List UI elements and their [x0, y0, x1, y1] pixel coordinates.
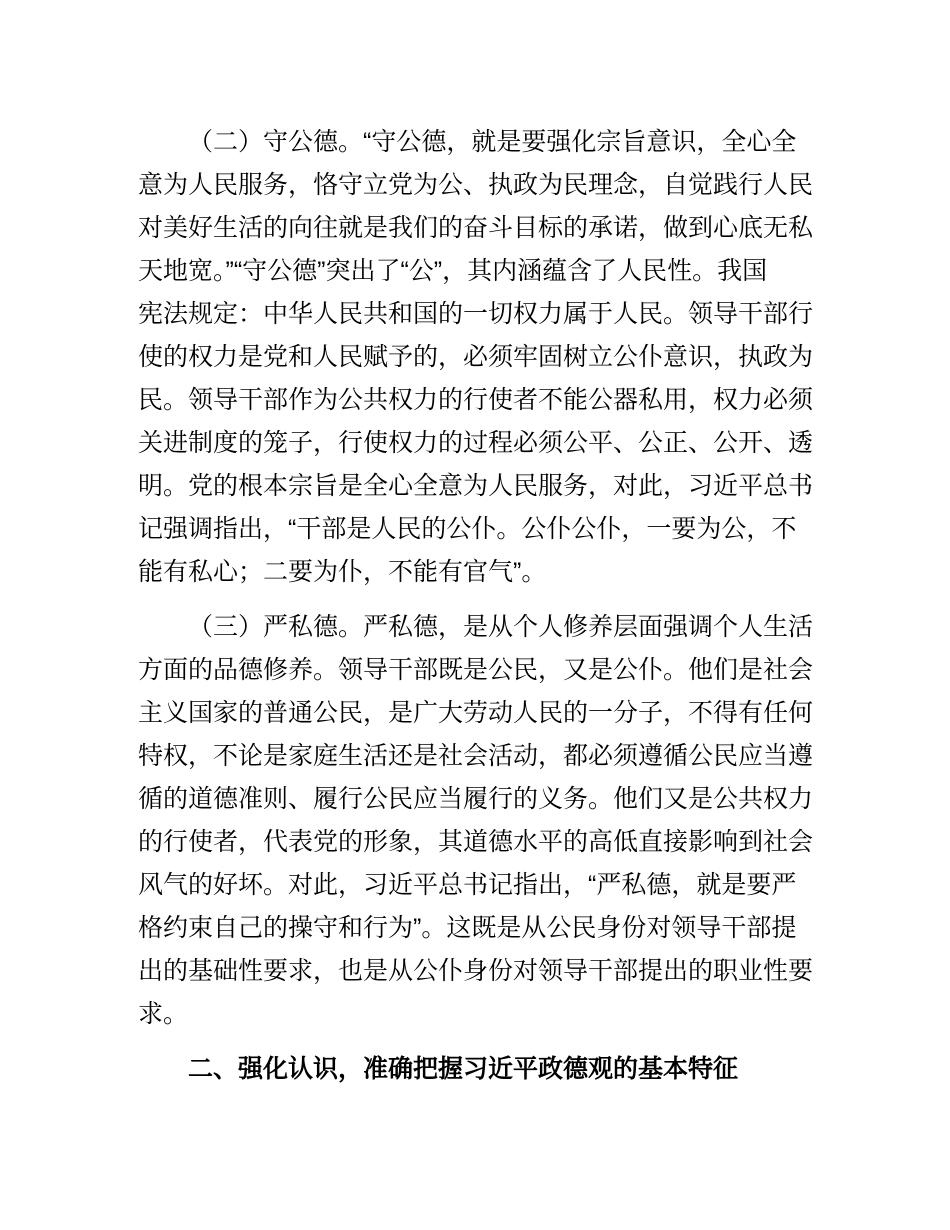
text-line: 风气的好坏。对此，习近平总书记指出，“严私德，就是要严	[138, 871, 797, 899]
text-line: 求。	[138, 1000, 189, 1028]
text-line: （三）严私德。严私德，是从个人修养层面强调个人生活	[188, 613, 814, 641]
text-line: 天地宽。”“守公德”突出了“公”，其内涵蕴含了人民性。我国	[138, 257, 768, 285]
text-line: 循的道德准则、履行公民应当履行的义务。他们又是公共权力	[138, 785, 814, 813]
text-line: 关进制度的笼子，行使权力的过程必须公平、公正、公开、透	[138, 429, 814, 457]
text-line: （二）守公德。“守公德，就是要强化宗旨意识，全心全	[188, 128, 797, 156]
text-line: 出的基础性要求，也是从公仆身份对领导干部提出的职业性要	[138, 957, 814, 985]
text-line: 记强调指出，“干部是人民的公仆。公仆公仆，一要为公，不	[138, 515, 797, 543]
text-line: 使的权力是党和人民赋予的，必须牢固树立公仆意识，执政为	[138, 343, 814, 371]
text-line: 对美好生活的向往就是我们的奋斗目标的承诺，做到心底无私	[138, 214, 814, 242]
paragraph-yan-side	[138, 606, 818, 1036]
text-line: 特权，不论是家庭生活还是社会活动，都必须遵循公民应当遵	[138, 742, 814, 770]
text-line: 宪法规定：中华人民共和国的一切权力属于人民。领导干部行	[138, 300, 814, 328]
section-heading: 二、强化认识，准确把握习近平政德观的基本特征	[188, 1055, 739, 1083]
text-line: 民。领导干部作为公共权力的行使者不能公器私用，权力必须	[138, 386, 814, 414]
text-line: 意为人民服务，恪守立党为公、执政为民理念，自觉践行人民	[138, 171, 814, 199]
text-line: 能有私心；二要为仆，不能有官气”。	[138, 558, 547, 586]
text-line: 主义国家的普通公民，是广大劳动人民的一分子，不得有任何	[138, 699, 814, 727]
paragraph-shou-gongde	[138, 121, 818, 594]
text-line: 方面的品德修养。领导干部既是公民，又是公仆。他们是社会	[138, 656, 814, 684]
text-line: 的行使者，代表党的形象，其道德水平的高低直接影响到社会	[138, 828, 814, 856]
text-line: 明。党的根本宗旨是全心全意为人民服务，对此，习近平总书	[138, 472, 814, 500]
text-line: 格约束自己的操守和行为”。这既是从公民身份对领导干部提	[138, 914, 797, 942]
